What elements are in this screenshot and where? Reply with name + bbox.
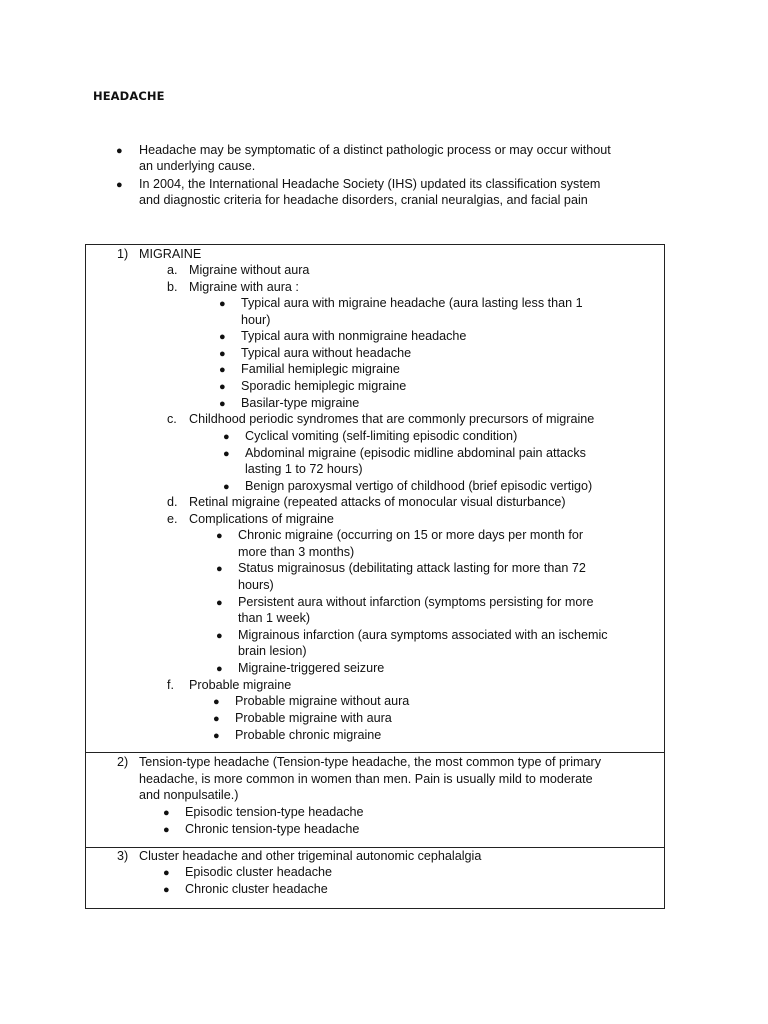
list-item-line: Chronic migraine (occurring on 15 or more days per month for xyxy=(238,528,584,542)
list-item-line: Cyclical vomiting (self-limiting episodic condition) xyxy=(245,429,518,443)
page-title: HEADACHE xyxy=(93,89,165,103)
list-item-line: Typical aura with migraine headache (aura lasting less than 1 xyxy=(241,296,583,310)
list-item-line: Probable chronic migraine xyxy=(235,728,382,742)
list-item-line: hour) xyxy=(241,313,271,327)
intro-item-1-line-1: Headache may be symptomatic of a distinct pathologic process or may occur without xyxy=(139,143,611,157)
list-item-line: Episodic cluster headache xyxy=(185,865,333,879)
list-item-line: more than 3 months) xyxy=(238,545,355,559)
list-item-line: Persistent aura without infarction (symptoms persisting for more xyxy=(238,595,594,609)
bullet-icon: ● xyxy=(216,663,223,675)
item-marker: b. xyxy=(167,280,178,294)
list-item-line: Chronic tension-type headache xyxy=(185,822,360,836)
bullet-icon: ● xyxy=(223,448,230,460)
bullet-icon: ● xyxy=(219,348,226,360)
bullet-icon: ● xyxy=(219,298,226,310)
list-item-line: Typical aura without headache xyxy=(241,346,412,360)
list-item-line: brain lesion) xyxy=(238,644,307,658)
bullet-icon: ● xyxy=(219,331,226,343)
bullet-icon: ● xyxy=(213,713,220,725)
bullet-icon: ● xyxy=(163,867,170,879)
subitem-text: Migraine without aura xyxy=(189,263,310,277)
section-heading: MIGRAINE xyxy=(139,247,202,261)
bullet-icon: ● xyxy=(219,398,226,410)
list-item-line: Chronic cluster headache xyxy=(185,882,328,896)
item-marker: f. xyxy=(167,678,174,692)
item-marker: d. xyxy=(167,495,178,509)
bullet-icon: ● xyxy=(216,630,223,642)
list-item-line: than 1 week) xyxy=(238,611,311,625)
section-line: headache, is more common in women than men. Pain is usually mild to moderate xyxy=(139,772,593,786)
list-item-line: Basilar-type migraine xyxy=(241,396,360,410)
list-item-line: hours) xyxy=(238,578,274,592)
intro-item-2-line-2: and diagnostic criteria for headache disorders, cranial neuralgias, and facial pain xyxy=(139,193,588,207)
bullet-icon: ● xyxy=(219,381,226,393)
bullet-icon: ● xyxy=(116,179,123,191)
section-line: Tension-type headache (Tension-type headache, the most common type of primary xyxy=(139,755,602,769)
item-marker: e. xyxy=(167,512,178,526)
section-number: 1) xyxy=(117,247,129,261)
section-heading: Cluster headache and other trigeminal autonomic cephalalgia xyxy=(139,849,482,863)
subitem-text: Complications of migraine xyxy=(189,512,334,526)
bullet-icon: ● xyxy=(116,145,123,157)
list-item-line: Migraine-triggered seizure xyxy=(238,661,385,675)
section-line: and nonpulsatile.) xyxy=(139,788,239,802)
item-marker: a. xyxy=(167,263,178,277)
bullet-icon: ● xyxy=(216,530,223,542)
bullet-icon: ● xyxy=(163,807,170,819)
bullet-icon: ● xyxy=(213,730,220,742)
list-item-line: Benign paroxysmal vertigo of childhood (brief episodic vertigo) xyxy=(245,479,593,493)
subitem-text: Retinal migraine (repeated attacks of monocular visual disturbance) xyxy=(189,495,566,509)
list-item-line: Status migrainosus (debilitating attack lasting for more than 72 xyxy=(238,561,586,575)
item-marker: c. xyxy=(167,412,177,426)
section-number: 3) xyxy=(117,849,129,863)
section-number: 2) xyxy=(117,755,129,769)
bullet-icon: ● xyxy=(223,481,230,493)
list-item-line: Migrainous infarction (aura symptoms associated with an ischemic xyxy=(238,628,608,642)
list-item-line: Probable migraine without aura xyxy=(235,694,410,708)
subitem-text: Probable migraine xyxy=(189,678,292,692)
bullet-icon: ● xyxy=(213,696,220,708)
subitem-text: Migraine with aura : xyxy=(189,280,299,294)
bullet-icon: ● xyxy=(163,824,170,836)
list-item-line: Probable migraine with aura xyxy=(235,711,392,725)
intro-item-1-line-2: an underlying cause. xyxy=(139,159,256,173)
bullet-icon: ● xyxy=(216,563,223,575)
bullet-icon: ● xyxy=(163,884,170,896)
bullet-icon: ● xyxy=(216,597,223,609)
list-item-line: Abdominal migraine (episodic midline abdominal pain attacks xyxy=(245,446,586,460)
list-item-line: Episodic tension-type headache xyxy=(185,805,364,819)
list-item-line: lasting 1 to 72 hours) xyxy=(245,462,363,476)
bullet-icon: ● xyxy=(219,364,226,376)
list-item-line: Familial hemiplegic migraine xyxy=(241,362,400,376)
list-item-line: Typical aura with nonmigraine headache xyxy=(241,329,467,343)
bullet-icon: ● xyxy=(223,431,230,443)
subitem-text: Childhood periodic syndromes that are commonly precursors of migraine xyxy=(189,412,595,426)
list-item-line: Sporadic hemiplegic migraine xyxy=(241,379,407,393)
intro-item-2-line-1: In 2004, the International Headache Society (IHS) updated its classification system xyxy=(139,177,601,191)
